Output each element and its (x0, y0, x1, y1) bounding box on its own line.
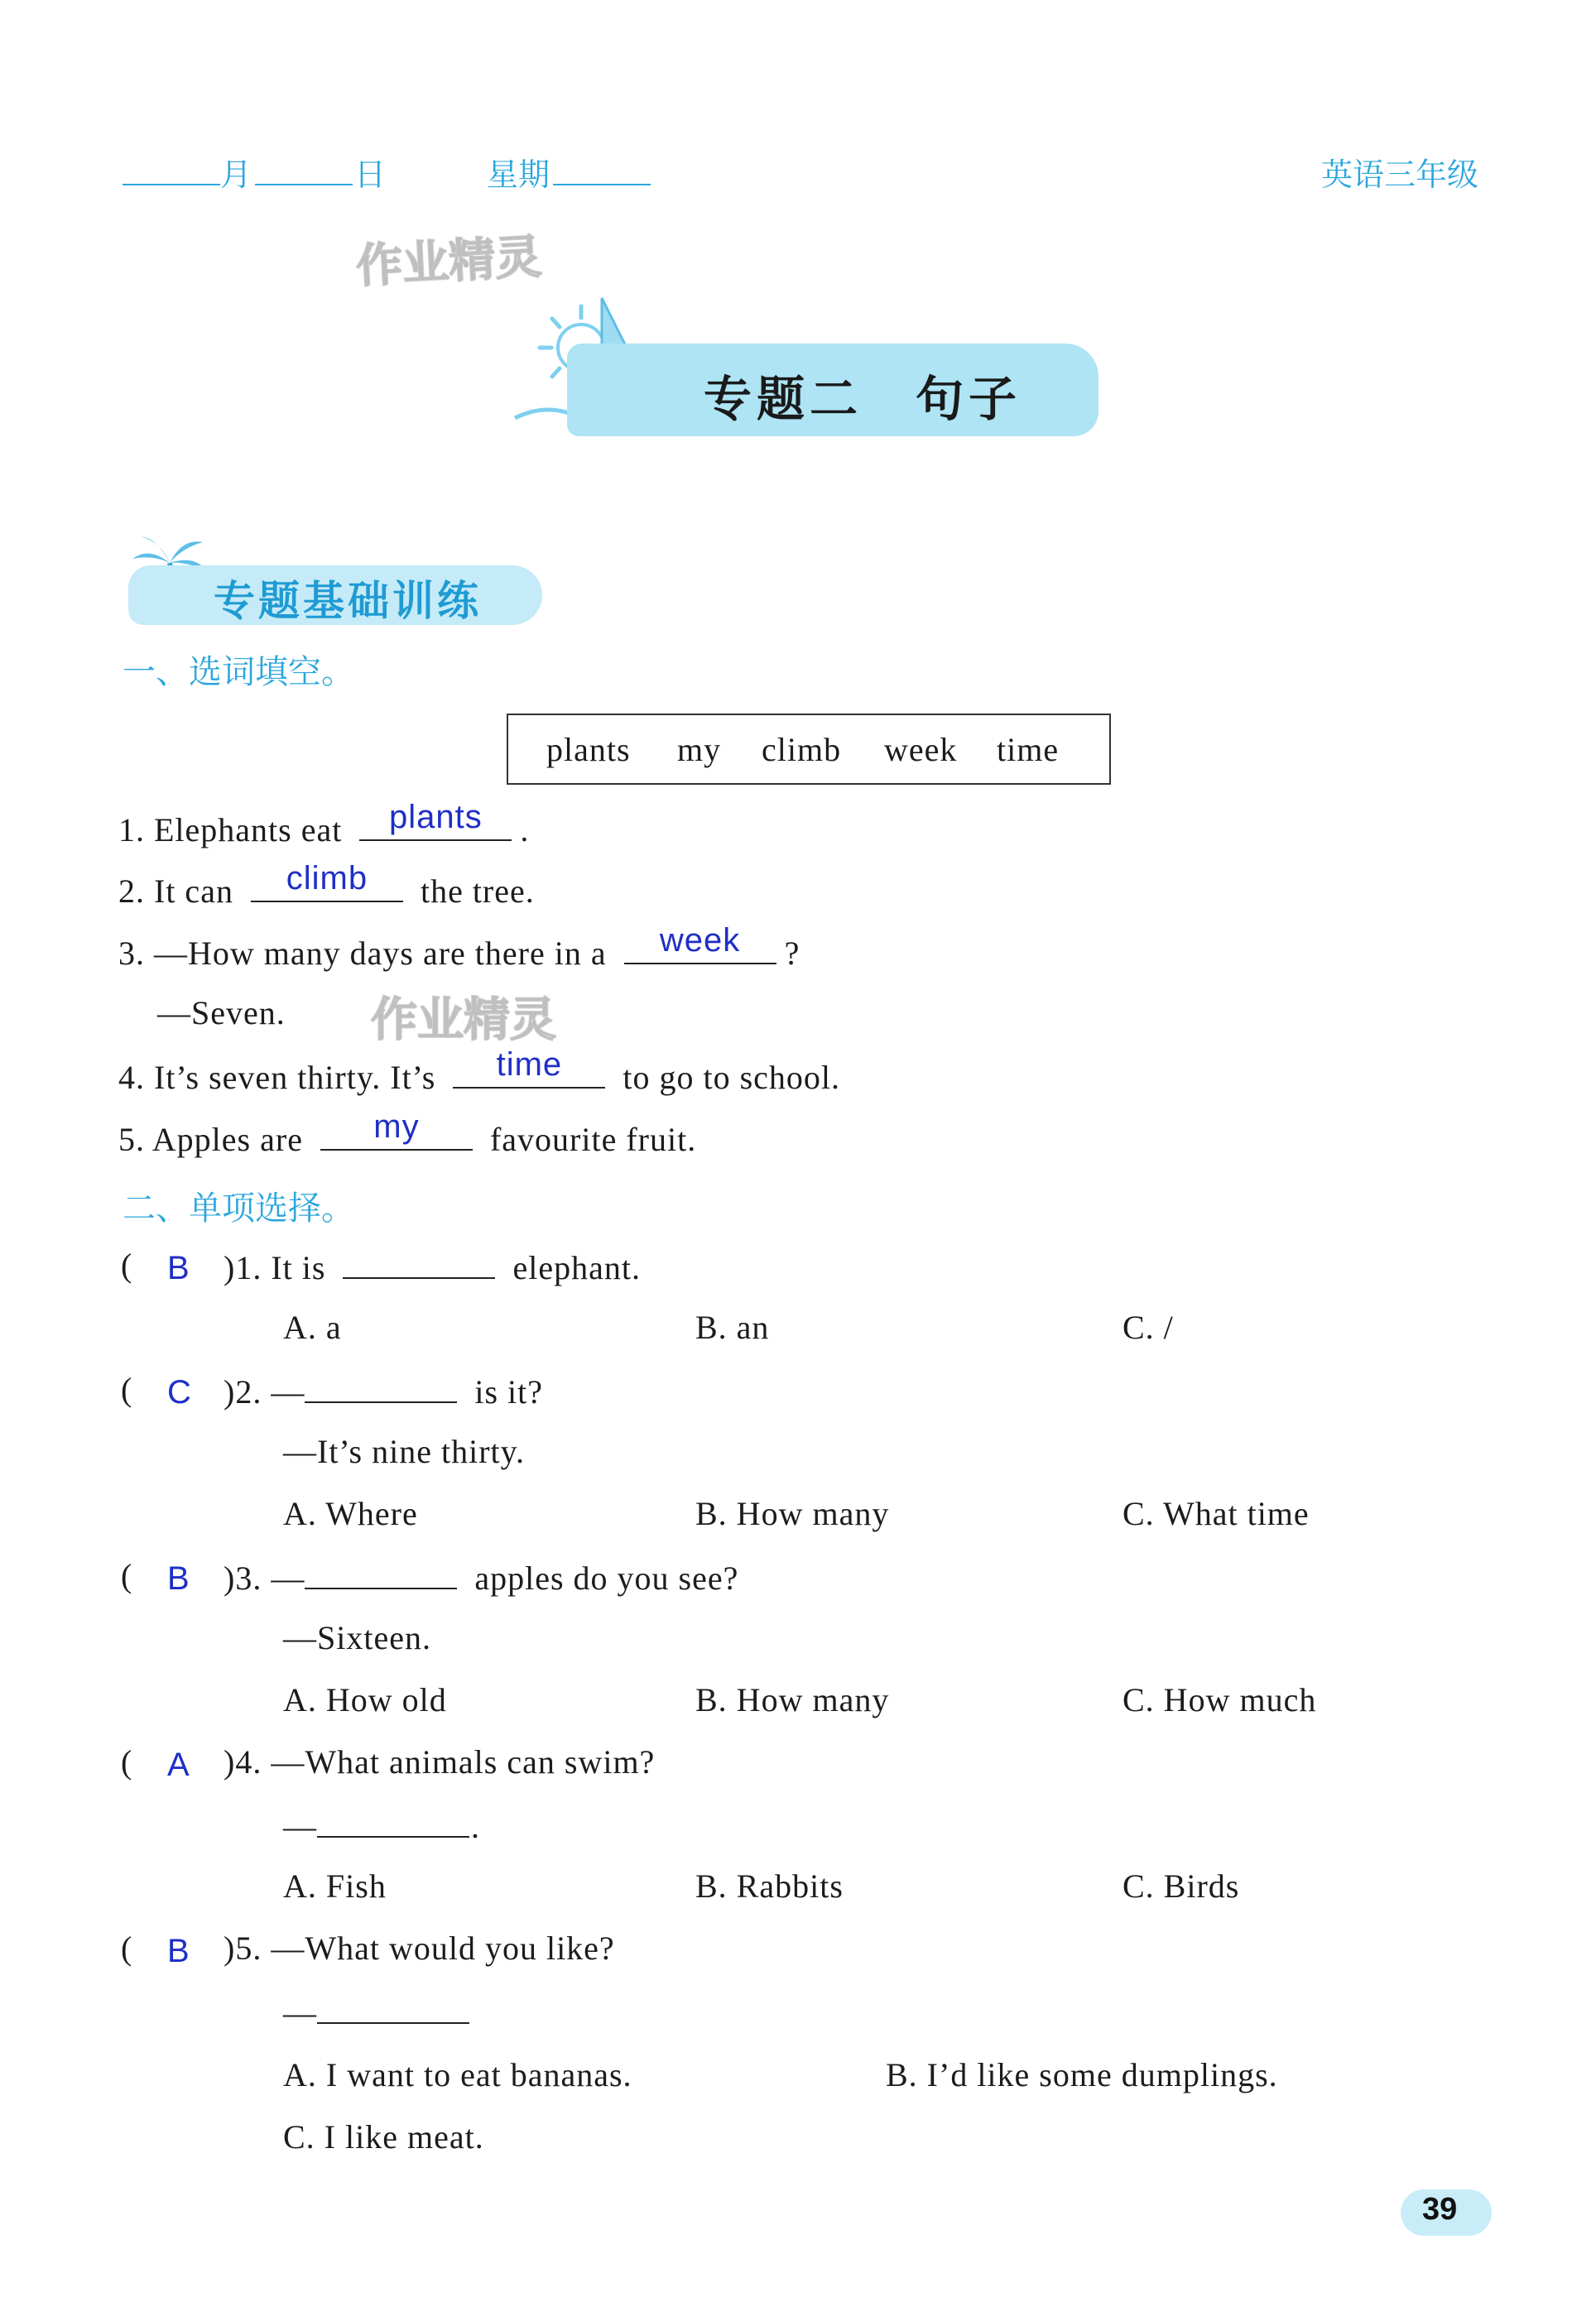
fill-item-2: 2. It can climb the tree. (118, 860, 535, 910)
option-a[interactable]: A. Fish (283, 1867, 387, 1905)
day-blank (255, 184, 353, 185)
word-bank-item: time (997, 731, 1060, 768)
answer-blank[interactable] (359, 799, 512, 841)
word-bank (507, 714, 1111, 785)
option-a[interactable]: A. Where (283, 1495, 418, 1532)
watermark-middle: 作业精灵 (371, 993, 556, 1047)
option-a[interactable]: A. a (283, 1309, 342, 1346)
option-c[interactable]: C. I like meat. (283, 2118, 484, 2156)
word-bank-item: my (677, 731, 722, 768)
filled-answer: time (496, 1046, 563, 1083)
answer-blank[interactable] (453, 1046, 605, 1089)
mc-question-4-reply: — . (283, 1805, 480, 1846)
fill-item-5: 5. Apples are my favourite fruit. (118, 1108, 697, 1158)
mc-question-2-reply: —It’s nine thirty. (283, 1433, 526, 1470)
fill-item-4: 4. It’s seven thirty. It’s time to go to school. (118, 1046, 841, 1096)
answer-blank[interactable] (320, 1108, 473, 1151)
page-title: 专题二 句子 (704, 371, 1022, 427)
weekday-label: 星期 (487, 156, 550, 193)
answer-blank[interactable] (317, 1805, 469, 1838)
mc-question-5-reply: — (283, 1991, 478, 2032)
answer-blank[interactable] (305, 1556, 457, 1589)
paren-open: ( (121, 1930, 132, 1967)
filled-answer: week (659, 922, 741, 959)
option-b[interactable]: B. I’d like some dumplings. (886, 2056, 1278, 2093)
option-c[interactable]: C. How much (1122, 1681, 1317, 1718)
option-a[interactable]: A. How old (283, 1681, 447, 1718)
option-a[interactable]: A. I want to eat bananas. (283, 2056, 632, 2093)
mc-question-4: )4. —What animals can swim? (224, 1743, 656, 1781)
option-b[interactable]: B. How many (695, 1681, 890, 1718)
section-title: 专题基础训练 (214, 577, 482, 625)
option-c[interactable]: C. Birds (1122, 1867, 1240, 1905)
option-b[interactable]: B. Rabbits (695, 1867, 844, 1905)
fill-item-3-reply: —Seven. (157, 994, 286, 1031)
option-c[interactable]: C. What time (1122, 1495, 1310, 1532)
section2-heading: 二、单项选择。 (123, 1190, 354, 1228)
mc-question-2: )2. — is it? (224, 1370, 543, 1411)
page-number: 39 (1422, 2192, 1458, 2227)
section1-heading: 一、选词填空。 (123, 653, 354, 691)
word-bank-item: week (884, 731, 958, 768)
month-label: 月 (220, 156, 252, 193)
option-b[interactable]: B. How many (695, 1495, 890, 1532)
option-b[interactable]: B. an (695, 1309, 770, 1346)
mc-answer: B (167, 1250, 190, 1286)
mc-question-3-reply: —Sixteen. (283, 1619, 431, 1656)
fill-item-3: 3. —How many days are there in a week ? (118, 922, 800, 972)
filled-answer: my (373, 1108, 420, 1145)
mc-question-5: )5. —What would you like? (224, 1930, 615, 1967)
fill-item-1: 1. Elephants eat plants . (118, 799, 530, 848)
answer-blank[interactable] (251, 860, 403, 902)
month-blank (123, 184, 220, 185)
mc-answer: B (167, 1933, 190, 1969)
paren-open: ( (121, 1371, 132, 1408)
filled-answer: climb (286, 860, 368, 896)
word-bank-item: climb (762, 731, 842, 768)
day-label: 日 (354, 156, 387, 193)
weekday-blank (553, 184, 651, 185)
watermark-top: 作业精灵 (354, 230, 543, 294)
mc-question-1: )1. It is elephant. (224, 1246, 641, 1287)
mc-answer: B (167, 1560, 190, 1597)
answer-blank[interactable] (624, 922, 776, 964)
paren-open: ( (121, 1557, 132, 1594)
paren-open: ( (121, 1743, 132, 1781)
subject-label: 英语三年级 (1321, 156, 1479, 193)
mc-answer: A (167, 1747, 190, 1783)
mc-answer: C (167, 1374, 191, 1411)
option-c[interactable]: C. / (1122, 1309, 1174, 1346)
filled-answer: plants (388, 799, 483, 835)
answer-blank[interactable] (317, 1991, 469, 2024)
mc-question-3: )3. — apples do you see? (224, 1556, 738, 1598)
answer-blank[interactable] (343, 1246, 495, 1279)
answer-blank[interactable] (305, 1370, 457, 1403)
word-bank-item: plants (546, 731, 631, 768)
paren-open: ( (121, 1247, 132, 1284)
